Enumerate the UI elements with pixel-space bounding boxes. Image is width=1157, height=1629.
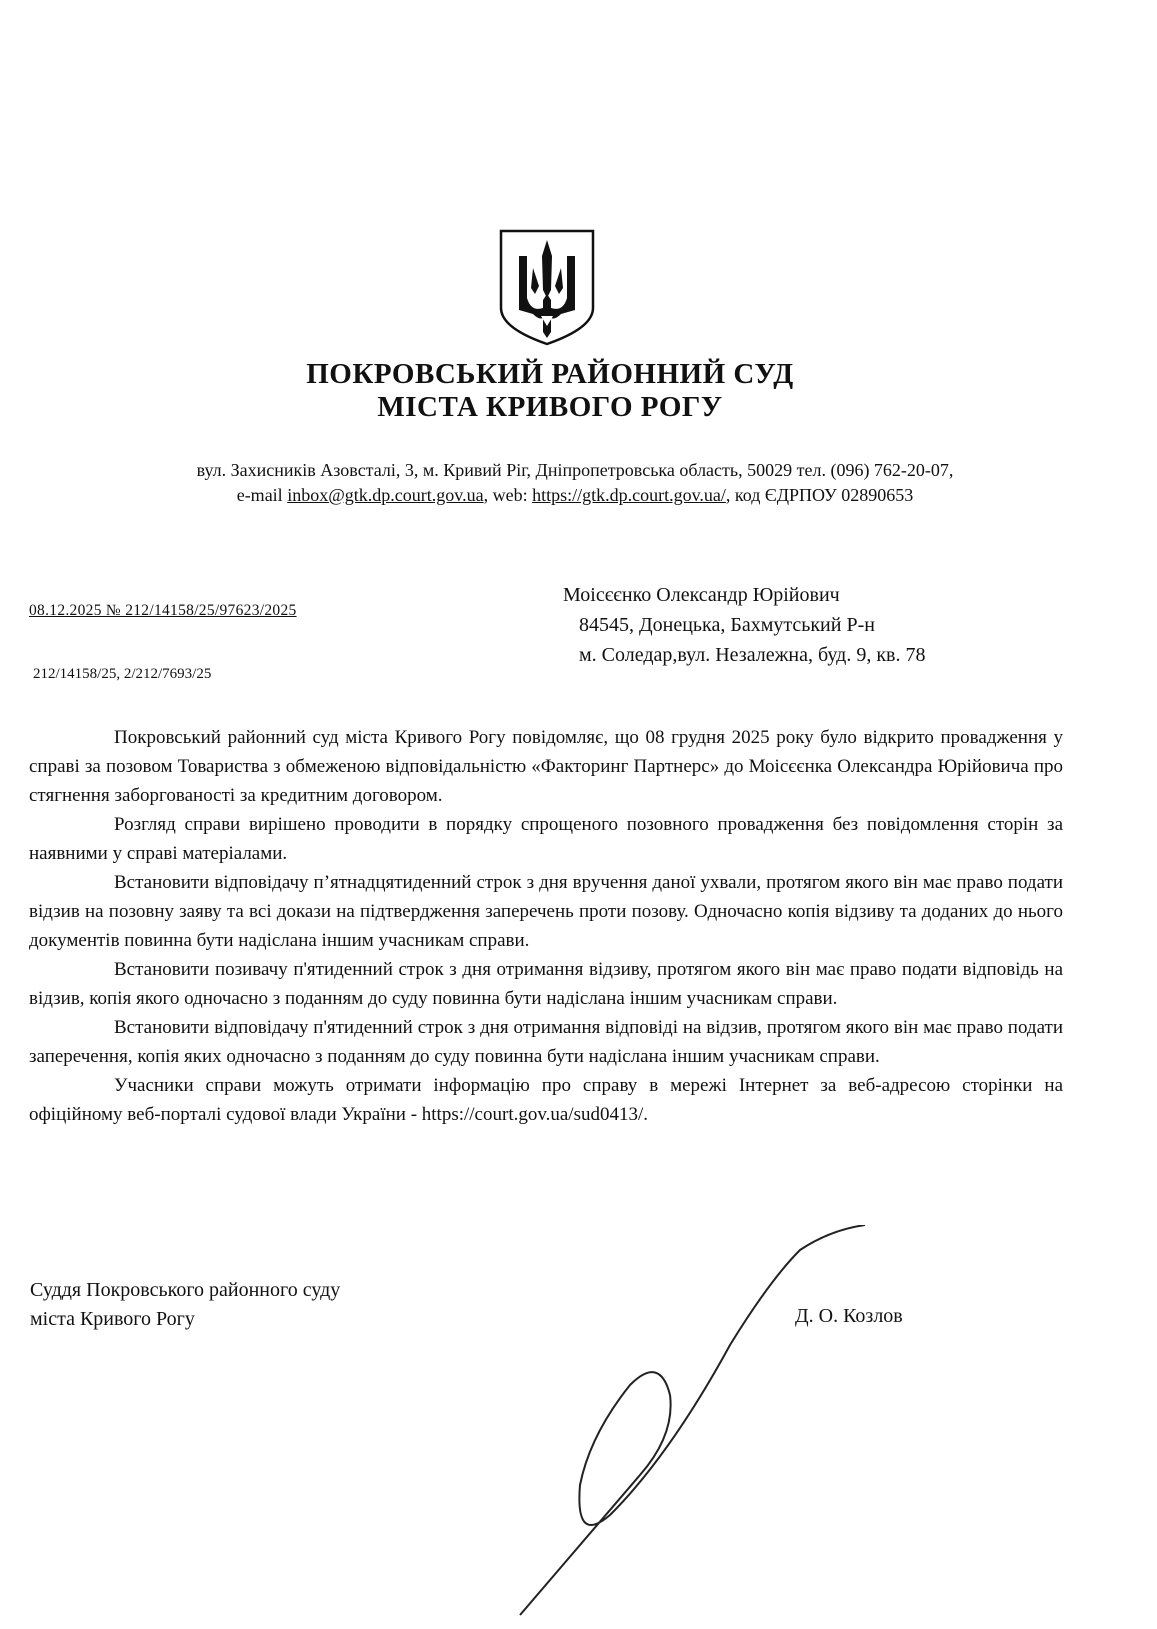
judge-position xyxy=(30,1276,340,1334)
court-name-line-1: ПОКРОВСЬКИЙ РАЙОННИЙ СУД xyxy=(306,358,794,390)
web-link[interactable]: https://gtk.dp.court.gov.ua/ xyxy=(532,485,726,505)
recipient-address-line-2: 84545, Донецька, Бахмутський Р-н xyxy=(579,614,875,636)
recipient-name: Моісєєнко Олександр Юрійович xyxy=(563,584,840,606)
recipient-address-line-3: м. Соледар,вул. Незалежна, буд. 9, кв. 78 xyxy=(579,644,926,666)
letter-body xyxy=(29,723,1063,1129)
edrpou-code: , код ЄДРПОУ 02890653 xyxy=(725,485,914,505)
body-paragraph: Покровський районний суд міста Кривого Рогу повідомляє, що 08 грудня 2025 року було відкрито провадження у справі за позовом Товариства з обмеженою відповідальністю «Факторинг Партнерс» до Моісєєнка Олександра Юрійовича про стягнення заборгованості за кредитним договором. xyxy=(29,727,1063,806)
email-label: e-mail xyxy=(236,485,283,505)
court-name-line-2: МІСТА КРИВОГО РОГУ xyxy=(377,391,723,423)
recipient-block xyxy=(563,580,926,670)
body-paragraph: Встановити позивачу п'ятиденний строк з дня отримання відзиву, протягом якого він має право подати відповідь на відзив, копія якого одночасно з поданням до суду повинна бути надіслана іншим учасникам справи. xyxy=(29,959,1063,1009)
court-address: вул. Захисників Азовсталі, 3, м. Кривий Ріг, Дніпропетровська область, 50029 тел. (096) 762-20-07, xyxy=(196,460,954,480)
judge-name: Д. О. Козлов xyxy=(795,1305,903,1327)
case-numbers: 212/14158/25, 2/212/7693/25 xyxy=(33,666,212,682)
handwritten-signature-icon xyxy=(500,1225,920,1625)
trident-coat-of-arms-icon xyxy=(497,228,597,346)
judge-position-line-2: міста Кривого Рогу xyxy=(30,1308,195,1330)
body-paragraph: Розгляд справи вирішено проводити в порядку спрощеного позовного провадження без повідомлення сторін за наявними у справі матеріалами. xyxy=(29,814,1063,864)
court-contacts: e-mail inbox@gtk.dp.court.gov.ua, web: https://gtk.dp.court.gov.ua/, код ЄДРПОУ 02890653 xyxy=(236,485,914,505)
body-paragraph: Учасники справи можуть отримати інформацію про справу в мережі Інтернет за веб-адресою сторінки на офіційному веб-порталі судової влади України - https://court.gov.ua/sud0413/. xyxy=(29,1075,1063,1125)
email-link[interactable]: inbox@gtk.dp.court.gov.ua xyxy=(287,485,484,505)
outgoing-reference: 08.12.2025 № 212/14158/25/97623/2025 xyxy=(29,602,297,619)
web-label: web: xyxy=(492,485,528,505)
body-paragraph: Встановити відповідачу п’ятнадцятиденний строк з дня вручення даної ухвали, протягом якого він має право подати відзив на позовну заяву та всі докази на підтвердження заперечень проти позову. Одночасно копія відзиву та доданих до нього документів повинна бути надіслана іншим учасникам справи. xyxy=(29,872,1063,951)
body-paragraph: Встановити відповідачу п'ятиденний строк з дня отримання відповіді на відзив, протягом якого він має право подати заперечення, копія яких одночасно з поданням до суду повинна бути надіслана іншим учасникам справи. xyxy=(29,1017,1063,1067)
judge-position-line-1: Суддя Покровського районного суду xyxy=(30,1279,341,1301)
